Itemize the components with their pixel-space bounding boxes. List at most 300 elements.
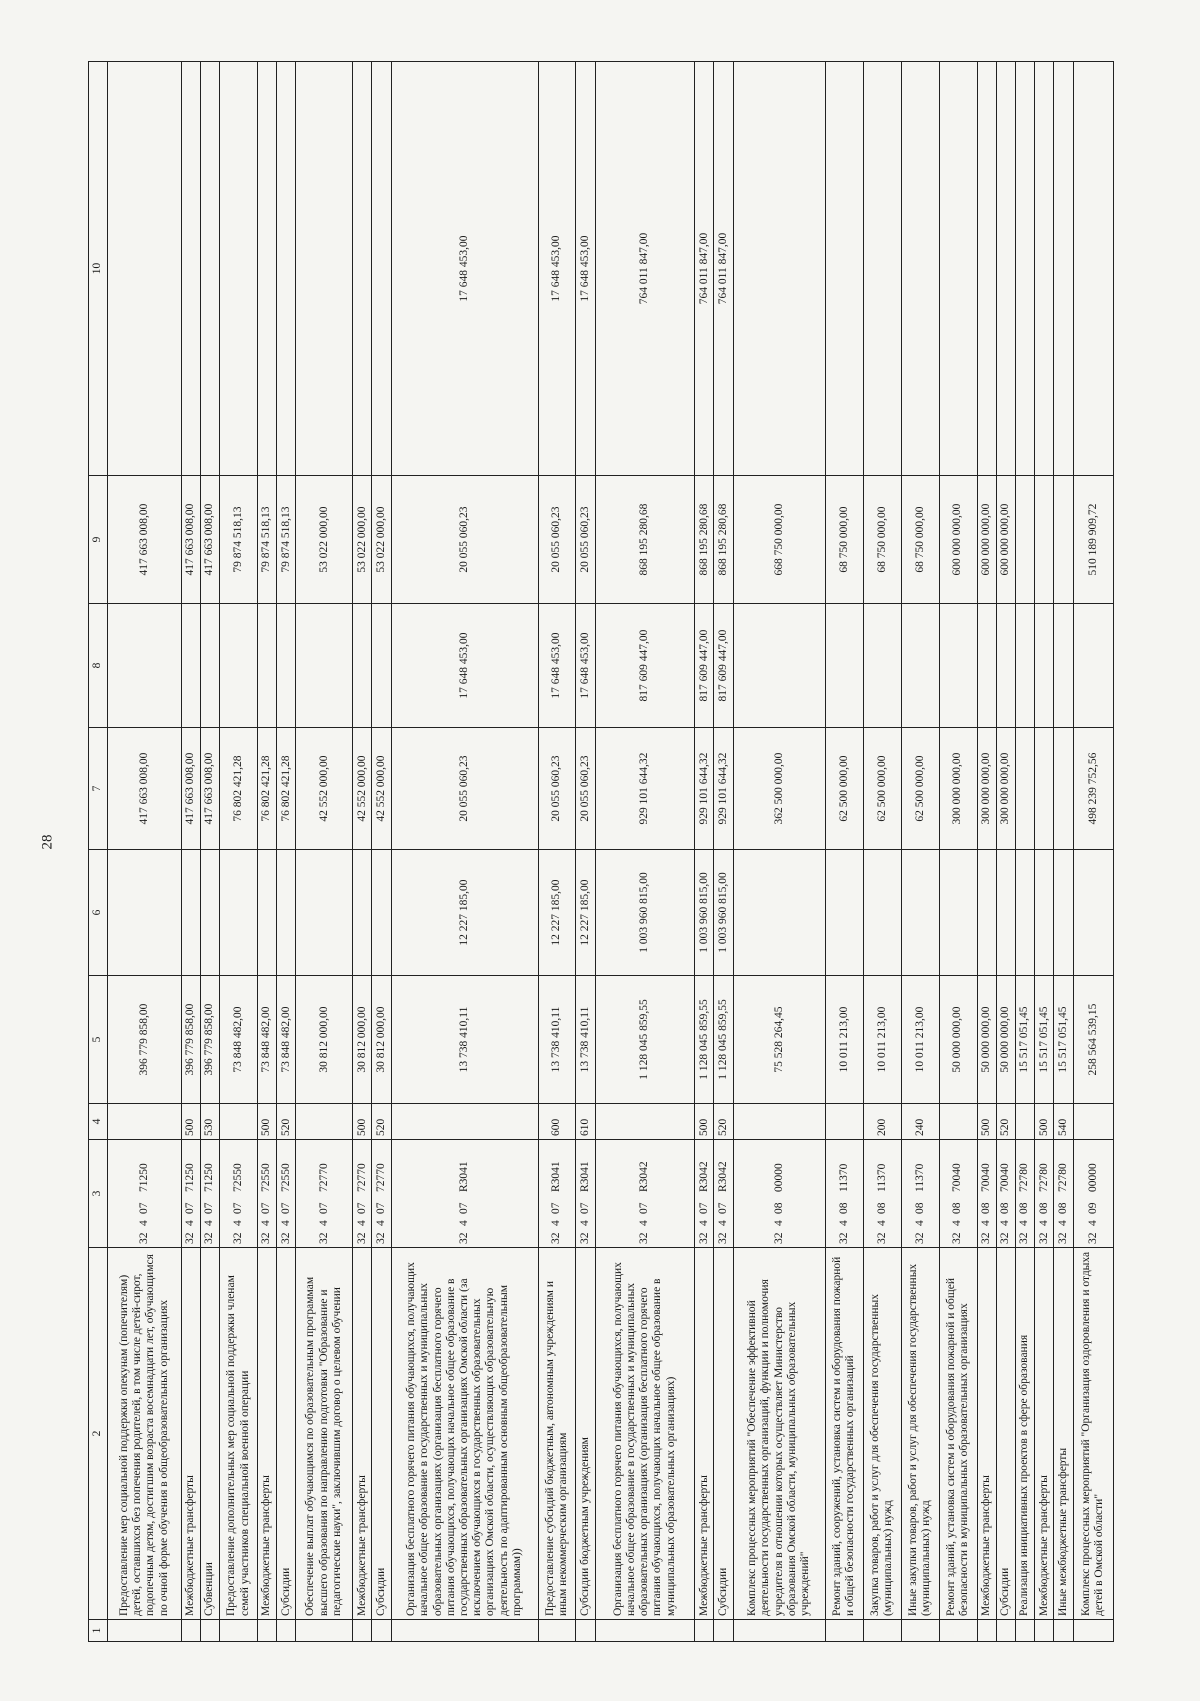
table-cell <box>1054 604 1073 728</box>
table-cell: 817 609 447,00 <box>714 604 733 728</box>
table-cell: 76 802 421,28 <box>277 728 296 850</box>
code-part: 07 <box>137 1202 150 1214</box>
table-cell: Комплекс процессных мероприятий "Организация оздоровления и отдыха детей в Омской области" <box>1073 1248 1113 1620</box>
table-cell <box>576 1140 595 1248</box>
code-part: 4 <box>457 1220 470 1226</box>
table-cell: 15 517 051,45 <box>1054 976 1073 1104</box>
table-cell <box>714 1620 733 1642</box>
table-cell <box>220 1140 258 1248</box>
code-part: 11370 <box>875 1163 888 1192</box>
table-row <box>595 62 695 1642</box>
table-cell: 417 663 008,00 <box>108 476 181 604</box>
table-cell: 10 011 213,00 <box>863 976 901 1104</box>
table-cell: 20 055 060,23 <box>576 728 595 850</box>
code-part: 32 <box>457 1232 470 1244</box>
table-cell: 240 <box>901 1104 939 1140</box>
table-row <box>200 62 219 1642</box>
table-cell <box>391 1104 538 1140</box>
table-cell <box>200 1620 219 1642</box>
table-cell: 53 022 000,00 <box>296 476 353 604</box>
code-part: 72770 <box>317 1163 330 1192</box>
code-part: 4 <box>1086 1220 1099 1226</box>
code-part: 32 <box>1056 1232 1069 1244</box>
table-cell: 68 750 000,00 <box>901 476 939 604</box>
code-part: 32 <box>1018 1232 1031 1244</box>
table-cell: 13 738 410,11 <box>576 976 595 1104</box>
table-row <box>1015 62 1034 1642</box>
code-part: 4 <box>260 1220 273 1226</box>
rotated-table-container <box>88 62 1114 1642</box>
header-cell: 3 <box>89 1140 108 1248</box>
table-cell: 42 552 000,00 <box>353 728 372 850</box>
table-cell <box>257 850 276 976</box>
table-cell <box>901 62 939 476</box>
code-part: 32 <box>913 1232 926 1244</box>
code-part: 11370 <box>837 1163 850 1192</box>
code-part: 07 <box>317 1202 330 1214</box>
table-cell <box>296 62 353 476</box>
table-cell: 396 779 858,00 <box>200 976 219 1104</box>
table-cell <box>353 62 372 476</box>
table-cell <box>939 62 977 476</box>
code-part: 32 <box>999 1232 1012 1244</box>
table-cell <box>108 62 181 476</box>
code-part: 72550 <box>279 1163 292 1192</box>
table-cell: 17 648 453,00 <box>391 604 538 728</box>
table-cell: 20 055 060,23 <box>538 476 576 604</box>
table-cell: 53 022 000,00 <box>372 476 391 604</box>
code-part: 71250 <box>203 1163 216 1192</box>
table-cell: 929 101 644,32 <box>714 728 733 850</box>
table-cell <box>220 604 258 728</box>
table-cell: Субсидии <box>714 1248 733 1620</box>
table-cell: Организация бесплатного горячего питания обучающихся, получающих начальное общее образование в государственных и муниципальных образовательных организациях (организация бесплатного горячего питания обучающихся, получающих начальное общее образование в государственных образовательных организациях Омской области (за исключением обучающихся в государственных образовательных организациях Омской области, осуществляющих образовательную деятельность по адаптированным основным общеобразовательным программам)) <box>391 1248 538 1620</box>
code-part: 32 <box>1086 1232 1099 1244</box>
table-cell <box>695 1620 714 1642</box>
table-cell <box>714 1140 733 1248</box>
table-cell: 76 802 421,28 <box>220 728 258 850</box>
code-part: 07 <box>374 1202 387 1214</box>
table-cell: 42 552 000,00 <box>296 728 353 850</box>
code-part: 4 <box>355 1220 368 1226</box>
table-cell: 417 663 008,00 <box>181 476 200 604</box>
table-cell: 50 000 000,00 <box>977 976 996 1104</box>
table-cell <box>825 1140 863 1248</box>
table-row <box>695 62 714 1642</box>
code-part: 32 <box>550 1232 563 1244</box>
table-cell: 764 011 847,00 <box>595 62 695 476</box>
table-row <box>733 62 825 1642</box>
table-cell <box>200 604 219 728</box>
table-cell: 20 055 060,23 <box>538 728 576 850</box>
table-cell: 62 500 000,00 <box>825 728 863 850</box>
table-cell: 17 648 453,00 <box>391 62 538 476</box>
table-cell: 764 011 847,00 <box>714 62 733 476</box>
table-cell <box>353 850 372 976</box>
header-cell: 2 <box>89 1248 108 1620</box>
table-cell <box>733 1620 825 1642</box>
table-cell: Обеспечение выплат обучающимся по образовательным программам высшего образования по направлению подготовки "Образование и педагогические науки", заключившим договор о целевом обучении <box>296 1248 353 1620</box>
table-cell <box>1015 62 1034 476</box>
code-part: 4 <box>203 1220 216 1226</box>
table-cell <box>277 1620 296 1642</box>
table-cell <box>1035 728 1054 850</box>
table-cell <box>1015 1140 1034 1248</box>
table-row <box>391 62 538 1642</box>
table-row <box>296 62 353 1642</box>
table-cell: 764 011 847,00 <box>695 62 714 476</box>
table-cell <box>1015 728 1034 850</box>
code-part: 4 <box>1037 1220 1050 1226</box>
table-row <box>108 62 181 1642</box>
table-cell <box>977 62 996 476</box>
table-cell <box>1015 1620 1034 1642</box>
code-part: 07 <box>457 1202 470 1214</box>
table-cell <box>181 1620 200 1642</box>
table-cell: 13 738 410,11 <box>391 976 538 1104</box>
code-part: R3042 <box>716 1161 729 1192</box>
table-cell: 530 <box>200 1104 219 1140</box>
table-cell: 500 <box>257 1104 276 1140</box>
table-cell: 600 000 000,00 <box>996 476 1015 604</box>
code-part: 4 <box>913 1220 926 1226</box>
code-part: 07 <box>355 1202 368 1214</box>
table-cell <box>1015 1104 1034 1140</box>
table-cell <box>825 604 863 728</box>
code-part: 4 <box>697 1220 710 1226</box>
table-row <box>901 62 939 1642</box>
table-cell <box>1054 1140 1073 1248</box>
table-cell <box>200 62 219 476</box>
header-cell: 8 <box>89 604 108 728</box>
table-cell: 13 738 410,11 <box>538 976 576 1104</box>
table-cell <box>1035 476 1054 604</box>
table-cell <box>296 1140 353 1248</box>
table-cell: Реализация инициативных проектов в сфере образования <box>1015 1248 1034 1620</box>
table-cell: 200 <box>863 1104 901 1140</box>
table-cell <box>181 604 200 728</box>
table-cell: Субсидии <box>996 1248 1015 1620</box>
header-cell: 1 <box>89 1620 108 1642</box>
table-cell <box>939 850 977 976</box>
table-cell: 17 648 453,00 <box>576 604 595 728</box>
table-cell <box>538 1620 576 1642</box>
table-cell: 30 812 000,00 <box>372 976 391 1104</box>
code-part: 4 <box>951 1220 964 1226</box>
code-part: 32 <box>772 1232 785 1244</box>
table-cell <box>901 1620 939 1642</box>
table-cell: Иные межбюджетные трансферты <box>1054 1248 1073 1620</box>
table-cell <box>595 1140 695 1248</box>
table-cell: 20 055 060,23 <box>391 476 538 604</box>
table-cell <box>200 850 219 976</box>
table-cell: 1 128 045 859,55 <box>595 976 695 1104</box>
table-cell <box>977 1140 996 1248</box>
table-cell <box>595 1104 695 1140</box>
table-row <box>1073 62 1113 1642</box>
table-cell: 929 101 644,32 <box>695 728 714 850</box>
table-cell <box>391 1140 538 1248</box>
code-part: 4 <box>137 1220 150 1226</box>
table-cell: 417 663 008,00 <box>181 728 200 850</box>
table-cell: Предоставление мер социальной поддержки опекунам (попечителям) детей, оставшихся без попечения родителей, в том числе детей-сирот, подопечным детям, достигшим возраста восемнадцати лет, обучающимся по очной форме обучения в общеобразовательных организациях <box>108 1248 181 1620</box>
table-cell <box>1073 1104 1113 1140</box>
table-cell: 17 648 453,00 <box>538 62 576 476</box>
table-cell: 600 <box>538 1104 576 1140</box>
code-part: 4 <box>550 1220 563 1226</box>
table-cell <box>353 604 372 728</box>
code-part: 07 <box>203 1202 216 1214</box>
table-cell: 30 812 000,00 <box>296 976 353 1104</box>
table-cell <box>277 604 296 728</box>
code-part: 32 <box>374 1232 387 1244</box>
code-part: 08 <box>913 1202 926 1214</box>
table-cell: 15 517 051,45 <box>1015 976 1034 1104</box>
table-cell <box>576 1620 595 1642</box>
table-cell: 520 <box>372 1104 391 1140</box>
table-row <box>277 62 296 1642</box>
code-part: 70040 <box>999 1163 1012 1192</box>
table-cell <box>296 1620 353 1642</box>
code-part: 08 <box>772 1202 785 1214</box>
code-part: 72780 <box>1037 1163 1050 1192</box>
table-cell: 79 874 518,13 <box>277 476 296 604</box>
table-cell: 68 750 000,00 <box>863 476 901 604</box>
code-part: 08 <box>951 1202 964 1214</box>
code-part: 4 <box>638 1220 651 1226</box>
table-cell: 500 <box>977 1104 996 1140</box>
table-cell <box>1035 1140 1054 1248</box>
table-row <box>576 62 595 1642</box>
header-row <box>89 62 108 1642</box>
table-cell: Межбюджетные трансферты <box>257 1248 276 1620</box>
table-cell: 1 003 960 815,00 <box>595 850 695 976</box>
table-cell: 396 779 858,00 <box>108 976 181 1104</box>
table-cell <box>538 1140 576 1248</box>
table-cell <box>1054 850 1073 976</box>
table-cell <box>901 850 939 976</box>
code-part: R3041 <box>457 1161 470 1192</box>
code-part: 72770 <box>374 1163 387 1192</box>
code-part: 00000 <box>772 1163 785 1192</box>
table-row <box>714 62 733 1642</box>
table-cell <box>996 62 1015 476</box>
code-part: 32 <box>203 1232 216 1244</box>
table-cell: 42 552 000,00 <box>372 728 391 850</box>
table-row <box>939 62 977 1642</box>
code-part: 4 <box>716 1220 729 1226</box>
table-cell: 868 195 280,68 <box>695 476 714 604</box>
table-cell <box>825 850 863 976</box>
header-cell: 7 <box>89 728 108 850</box>
code-part: 08 <box>980 1202 993 1214</box>
table-cell <box>595 1620 695 1642</box>
table-cell: 1 003 960 815,00 <box>714 850 733 976</box>
code-part: 08 <box>1056 1202 1069 1214</box>
table-cell <box>733 850 825 976</box>
table-cell <box>108 604 181 728</box>
table-cell <box>939 1104 977 1140</box>
table-cell <box>939 1620 977 1642</box>
code-part: 4 <box>317 1220 330 1226</box>
table-cell: 12 227 185,00 <box>576 850 595 976</box>
code-part: 32 <box>317 1232 330 1244</box>
table-cell <box>1015 604 1034 728</box>
code-part: 32 <box>951 1232 964 1244</box>
code-part: 32 <box>260 1232 273 1244</box>
code-part: 11370 <box>913 1163 926 1192</box>
table-cell: Субсидии <box>372 1248 391 1620</box>
table-cell <box>220 850 258 976</box>
table-cell <box>1015 850 1034 976</box>
code-part: 07 <box>550 1202 563 1214</box>
code-part: 07 <box>638 1202 651 1214</box>
table-cell <box>277 1140 296 1248</box>
code-part: 07 <box>279 1202 292 1214</box>
table-cell: 817 609 447,00 <box>595 604 695 728</box>
table-cell: Межбюджетные трансферты <box>695 1248 714 1620</box>
table-cell: Предоставление субсидий бюджетным, автономным учреждениям и иным некоммерческим организациям <box>538 1248 576 1620</box>
code-part: R3042 <box>697 1161 710 1192</box>
code-part: 07 <box>231 1202 244 1214</box>
table-cell: 79 874 518,13 <box>220 476 258 604</box>
table-cell: 76 802 421,28 <box>257 728 276 850</box>
table-cell: 610 <box>576 1104 595 1140</box>
table-cell: 30 812 000,00 <box>353 976 372 1104</box>
table-cell <box>1035 62 1054 476</box>
table-cell <box>353 1620 372 1642</box>
table-cell: 53 022 000,00 <box>353 476 372 604</box>
table-cell: 417 663 008,00 <box>200 476 219 604</box>
table-cell <box>1035 1620 1054 1642</box>
table-row <box>1054 62 1073 1642</box>
header-cell: 4 <box>89 1104 108 1140</box>
table-cell: Межбюджетные трансферты <box>1035 1248 1054 1620</box>
table-cell: 868 195 280,68 <box>714 476 733 604</box>
table-cell <box>939 1140 977 1248</box>
table-row <box>372 62 391 1642</box>
table-cell: 17 648 453,00 <box>576 62 595 476</box>
table-cell: 817 609 447,00 <box>695 604 714 728</box>
table-row <box>1035 62 1054 1642</box>
table-cell <box>372 1620 391 1642</box>
table-cell: Субсидии бюджетным учреждениям <box>576 1248 595 1620</box>
table-cell: 73 848 482,00 <box>220 976 258 1104</box>
table-cell: 1 128 045 859,55 <box>695 976 714 1104</box>
code-part: 07 <box>578 1202 591 1214</box>
table-row <box>181 62 200 1642</box>
table-cell <box>863 850 901 976</box>
table-cell <box>939 604 977 728</box>
table-cell: 929 101 644,32 <box>595 728 695 850</box>
code-part: 70040 <box>980 1163 993 1192</box>
code-part: R3042 <box>638 1161 651 1192</box>
table-cell: 79 874 518,13 <box>257 476 276 604</box>
table-cell: 17 648 453,00 <box>538 604 576 728</box>
table-cell <box>733 604 825 728</box>
table-cell <box>277 62 296 476</box>
code-part: 32 <box>1037 1232 1050 1244</box>
code-part: 4 <box>184 1220 197 1226</box>
code-part: 4 <box>231 1220 244 1226</box>
table-cell <box>901 1140 939 1248</box>
table-cell: 600 000 000,00 <box>939 476 977 604</box>
table-cell <box>372 850 391 976</box>
table-cell: 73 848 482,00 <box>277 976 296 1104</box>
header-cell: 5 <box>89 976 108 1104</box>
table-cell: Ремонт зданий, установка систем и оборудования пожарной и общей безопасности в муниципальных образовательных организациях <box>939 1248 977 1620</box>
code-part: 72780 <box>1056 1163 1069 1192</box>
table-cell <box>257 1140 276 1248</box>
table-cell: Предоставление дополнительных мер социальной поддержки членам семей участников специальной военной операции <box>220 1248 258 1620</box>
budget-table <box>88 61 1114 1642</box>
table-cell: 12 227 185,00 <box>538 850 576 976</box>
code-part: 08 <box>1018 1202 1031 1214</box>
table-cell: 510 189 909,72 <box>1073 476 1113 604</box>
table-cell <box>108 1140 181 1248</box>
table-cell <box>863 62 901 476</box>
code-part: 4 <box>980 1220 993 1226</box>
code-part: 08 <box>999 1202 1012 1214</box>
table-cell: 62 500 000,00 <box>863 728 901 850</box>
table-cell: 10 011 213,00 <box>825 976 863 1104</box>
table-cell <box>108 850 181 976</box>
table-cell: 500 <box>1035 1104 1054 1140</box>
table-cell <box>977 604 996 728</box>
table-cell: Межбюджетные трансферты <box>977 1248 996 1620</box>
table-cell <box>372 604 391 728</box>
table-cell: Иные закупки товаров, работ и услуг для обеспечения государственных (муниципальных) нужд <box>901 1248 939 1620</box>
table-cell: Ремонт зданий, сооружений, установка систем и оборудования пожарной и общей безопасности государственных организаций <box>825 1248 863 1620</box>
table-cell <box>977 850 996 976</box>
table-cell <box>1035 850 1054 976</box>
table-cell <box>257 604 276 728</box>
table-cell <box>733 62 825 476</box>
table-cell: 868 195 280,68 <box>595 476 695 604</box>
table-cell: 10 011 213,00 <box>901 976 939 1104</box>
table-cell: 668 750 000,00 <box>733 476 825 604</box>
table-cell: Межбюджетные трансферты <box>353 1248 372 1620</box>
code-part: 4 <box>772 1220 785 1226</box>
table-cell <box>1054 1620 1073 1642</box>
code-part: 32 <box>638 1232 651 1244</box>
table-cell <box>220 1104 258 1140</box>
table-cell <box>277 850 296 976</box>
table-cell: 258 564 539,15 <box>1073 976 1113 1104</box>
table-cell <box>825 1104 863 1140</box>
table-cell: 15 517 051,45 <box>1035 976 1054 1104</box>
table-row <box>257 62 276 1642</box>
code-part: 32 <box>137 1232 150 1244</box>
table-cell: 68 750 000,00 <box>825 476 863 604</box>
code-part: 4 <box>1018 1220 1031 1226</box>
table-cell: 500 <box>695 1104 714 1140</box>
table-cell <box>863 1140 901 1248</box>
table-cell <box>353 1140 372 1248</box>
table-cell <box>1054 62 1073 476</box>
table-cell <box>996 1620 1015 1642</box>
table-cell <box>1073 62 1113 476</box>
code-part: 32 <box>279 1232 292 1244</box>
table-cell <box>296 604 353 728</box>
table-cell <box>296 850 353 976</box>
table-cell <box>1015 476 1034 604</box>
table-cell <box>1054 476 1073 604</box>
table-cell <box>372 62 391 476</box>
code-part: 08 <box>837 1202 850 1214</box>
table-cell: 20 055 060,23 <box>576 476 595 604</box>
code-part: 71250 <box>137 1163 150 1192</box>
